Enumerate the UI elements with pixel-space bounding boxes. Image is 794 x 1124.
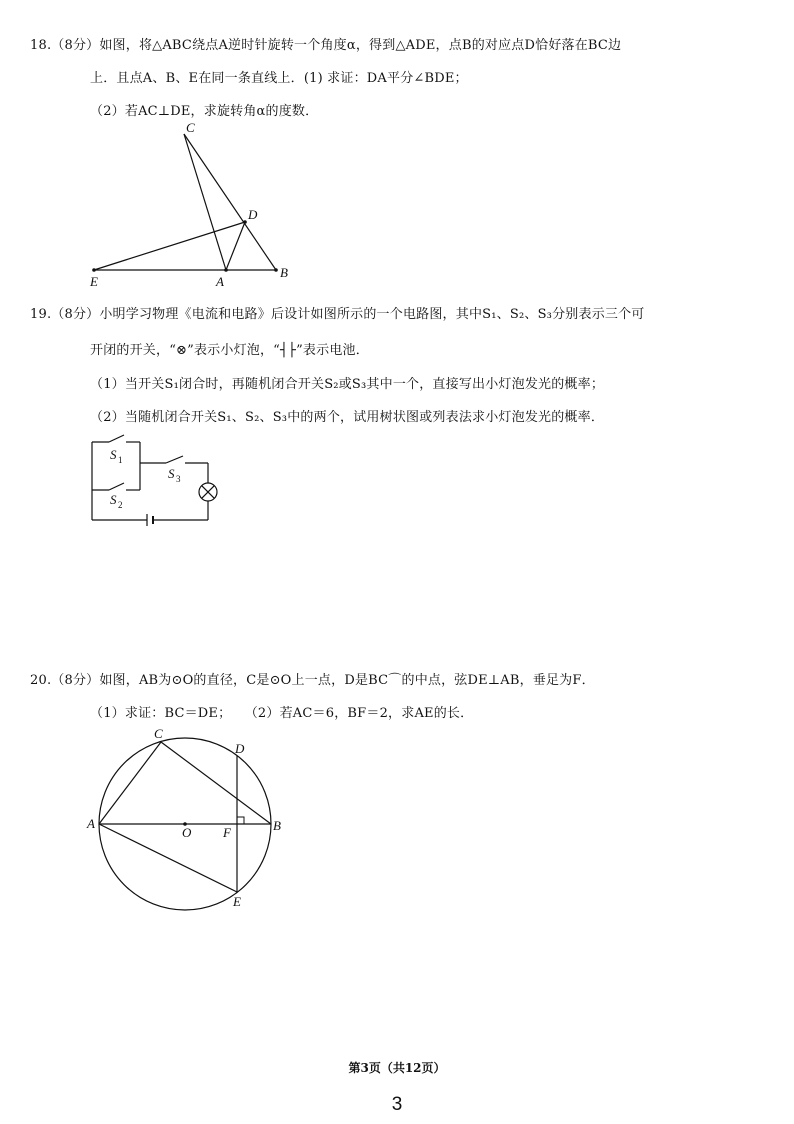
q18-label-C: C (186, 120, 195, 135)
q19-label-s3: S (168, 466, 175, 481)
q18-label-A: A (216, 274, 224, 289)
q20-label-C: C (154, 726, 163, 741)
q19-switch-s3 (166, 456, 183, 463)
q20-label-D: D (235, 741, 245, 756)
q19-line3: （1）当开关S₁闭合时，再随机闭合开关S₂或S₃其中一个，直接写出小灯泡发光的概率； (90, 377, 605, 392)
q20-line1: 20.（8分）如图，AB为⊙O的直径，C是⊙O上一点，D是BC⌒的中点，弦DE⊥AB，垂足为F． (30, 673, 595, 688)
page-info-footer: 第3页（共12页） (348, 1061, 446, 1075)
q20-right-angle-mark (237, 817, 244, 824)
q18-segment-CA (184, 134, 226, 270)
q19-switch-s1 (109, 435, 124, 442)
q20-line2: （1）求证：BC＝DE； （2）若AC＝6，BF＝2，求AE的长． (90, 706, 474, 721)
q18-label-B: B (280, 265, 288, 280)
q20-label-A: A (87, 816, 95, 831)
q18-segment-ED (94, 222, 245, 270)
q19-circuit-figure (84, 430, 224, 530)
q20-chord-CB (161, 742, 271, 824)
q18-line3: （2）若AC⊥DE，求旋转角α的度数． (90, 104, 319, 119)
q20-label-O: O (182, 825, 192, 840)
q20-label-F: F (223, 825, 231, 840)
q19-label-s1: S (110, 447, 117, 462)
q19-line2: 开闭的开关，“⊗”表示小灯泡，“┤├”表示电池． (90, 343, 369, 358)
q20-label-B: B (273, 818, 281, 833)
q19-label-s2: S (110, 492, 117, 507)
q18-line2: 上．且点A、B、E在同一条直线上．(1) 求证：DA平分∠BDE； (90, 71, 468, 86)
q20-circle-figure (80, 722, 300, 914)
q19-line4: （2）当随机闭合开关S₁、S₂、S₃中的两个，试用树状图或列表法求小灯泡发光的概率． (90, 410, 605, 425)
q18-label-D: D (248, 207, 258, 222)
q20-label-E: E (233, 894, 241, 909)
q18-line1: 18.（8分）如图，将△ABC绕点A逆时针旋转一个角度α，得到△ADE，点B的对应点D恰好落在BC边 (30, 38, 622, 53)
q19-line1: 19.（8分）小明学习物理《电流和电路》后设计如图所示的一个电路图，其中S₁、S₂、S₃分别表示三个可 (30, 307, 645, 322)
q20-chord-AE (99, 824, 237, 892)
q19-label-s2-sub: 2 (118, 500, 123, 510)
q20-chord-AC (99, 742, 161, 824)
page-number: 3 (391, 1094, 403, 1115)
q19-label-s1-sub: 1 (118, 455, 123, 465)
q19-switch-s2 (109, 483, 124, 490)
q18-triangle-figure (80, 118, 310, 290)
q19-label-s3-sub: 3 (176, 474, 181, 484)
q18-label-E: E (90, 274, 98, 289)
q18-segment-AD (226, 222, 245, 270)
q18-segment-CB (184, 134, 276, 270)
